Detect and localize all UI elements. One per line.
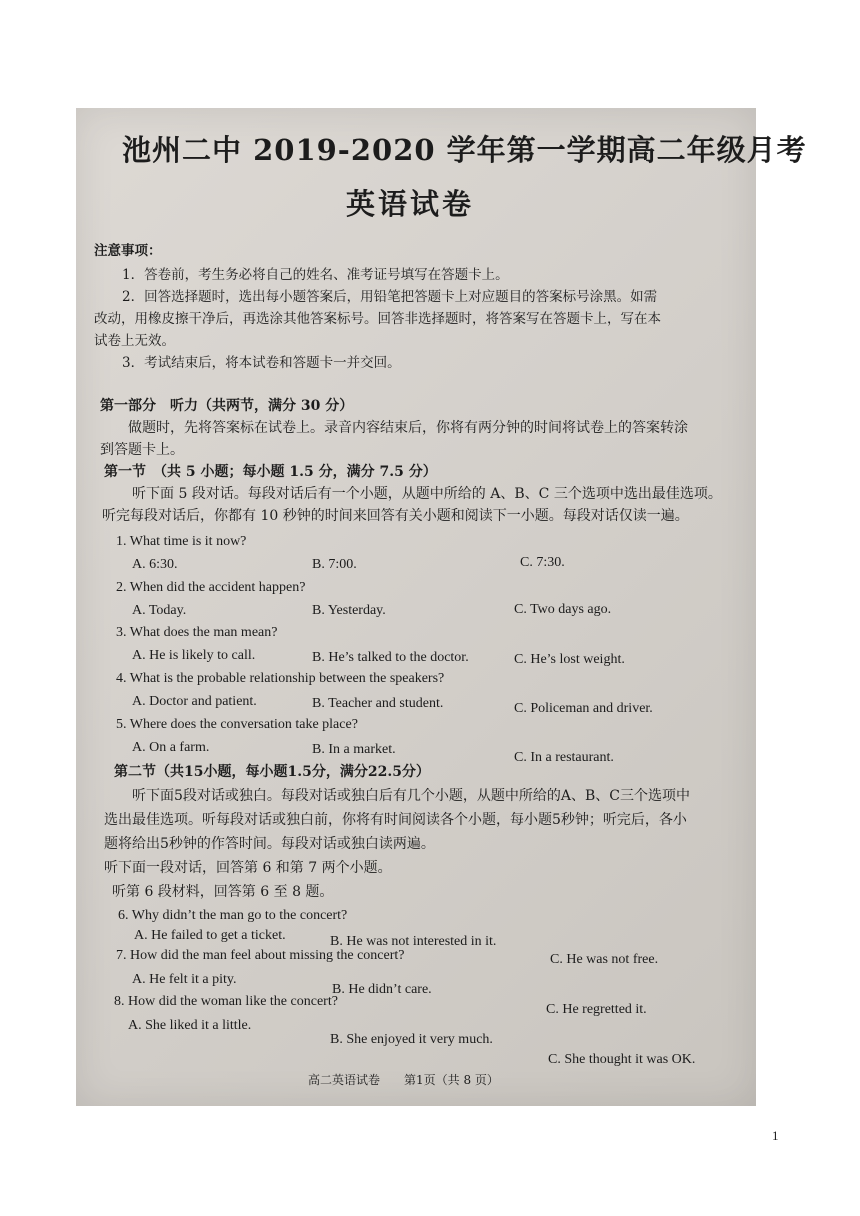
question-1-option-a: A. 6:30. xyxy=(132,557,178,572)
question-3-option-a: A. He is likely to call. xyxy=(132,648,256,663)
question-2-option-c: C. Two days ago. xyxy=(514,602,612,617)
question-8: 8. How did the woman like the concert? xyxy=(114,994,338,1009)
section1-intro: 听下面 5 段对话。每段对话后有一个小题，从题中所给的 A、B、C 三个选项中选出最佳选项。 xyxy=(132,486,722,502)
question-7-option-b: B. He didn’t care. xyxy=(332,982,432,997)
exam-title: 池州二中 2019-2020 学年第一学期高二年级月考 xyxy=(122,133,807,167)
question-6-option-a: A. He failed to get a ticket. xyxy=(134,928,286,943)
question-4: 4. What is the probable relationship between the speakers? xyxy=(116,671,445,686)
notice-item-1: 1．答卷前，考生务必将自己的姓名、准考证号填写在答题卡上。 xyxy=(122,267,509,283)
question-1-option-b: B. 7:00. xyxy=(312,557,357,572)
question-2: 2. When did the accident happen? xyxy=(116,580,306,595)
section1-intro-cont: 听完每段对话后，你都有 10 秒钟的时间来回答有关小题和阅读下一小题。每段对话仅读一遍。 xyxy=(102,508,689,524)
question-5-option-c: C. In a restaurant. xyxy=(514,750,614,765)
question-8-option-b: B. She enjoyed it very much. xyxy=(330,1032,493,1047)
question-4-option-b: B. Teacher and student. xyxy=(312,696,444,711)
question-7: 7. How did the man feel about missing the concert? xyxy=(116,948,405,963)
notice-item-2-end: 试卷上无效。 xyxy=(94,333,175,349)
question-7-option-a: A. He felt it a pity. xyxy=(132,972,237,987)
section2-intro-cont-2: 题将给出5秒钟的作答时间。每段对话或独白读两遍。 xyxy=(104,836,435,852)
question-8-option-a: A. She liked it a little. xyxy=(128,1018,252,1033)
section2-intro: 听下面5段对话或独白。每段对话或独白后有几个小题，从题中所给的A、B、C三个选项中 xyxy=(132,788,691,804)
notice-heading: 注意事项： xyxy=(94,243,162,259)
section2-instruction-2: 听第 6 段材料，回答第 6 至 8 题。 xyxy=(112,884,334,900)
question-6-option-c: C. He was not free. xyxy=(550,952,659,967)
notice-item-3: 3．考试结束后，将本试卷和答题卡一并交回。 xyxy=(122,355,401,371)
question-7-option-c: C. He regretted it. xyxy=(546,1002,647,1017)
part1-intro-cont: 到答题卡上。 xyxy=(100,442,184,458)
page-number: 1 xyxy=(772,1128,779,1143)
part1-heading: 第一部分 听力（共两节，满分 30 分） xyxy=(100,398,354,414)
question-5-option-b: B. In a market. xyxy=(312,742,396,757)
page-footer: 高二英语试卷 第1页（共 8 页） xyxy=(308,1073,499,1087)
question-8-option-c: C. She thought it was OK. xyxy=(548,1052,696,1067)
exam-page-photo xyxy=(76,108,807,1106)
question-6-option-b: B. He was not interested in it. xyxy=(330,934,497,949)
question-6: 6. Why didn’t the man go to the concert? xyxy=(118,908,348,923)
section2-heading: 第二节（共15小题，每小题1.5分，满分22.5分） xyxy=(114,764,430,780)
question-4-option-c: C. Policeman and driver. xyxy=(514,701,653,716)
section2-intro-cont-1: 选出最佳选项。听每段对话或独白前，你将有时间阅读各个小题，每小题5秒钟；听完后，各小 xyxy=(104,812,687,828)
notice-item-2-cont: 改动，用橡皮擦干净后，再选涂其他答案标号。回答非选择题时，将答案写在答题卡上，写在本 xyxy=(94,311,661,327)
question-3: 3. What does the man mean? xyxy=(116,625,278,640)
question-3-option-b: B. He’s talked to the doctor. xyxy=(312,650,469,665)
notice-item-2: 2．回答选择题时，选出每小题答案后，用铅笔把答题卡上对应题目的答案标号涂黑。如需 xyxy=(122,289,658,305)
question-1-option-c: C. 7:30. xyxy=(520,555,565,570)
question-3-option-c: C. He’s lost weight. xyxy=(514,652,625,667)
section2-instruction-1: 听下面一段对话，回答第 6 和第 7 两个小题。 xyxy=(104,860,392,876)
question-1: 1. What time is it now? xyxy=(116,534,247,549)
question-2-option-b: B. Yesterday. xyxy=(312,603,386,618)
question-5: 5. Where does the conversation take place? xyxy=(116,717,358,732)
question-2-option-a: A. Today. xyxy=(132,603,187,618)
question-5-option-a: A. On a farm. xyxy=(132,740,210,755)
section1-heading: 第一节 （共 5 小题；每小题 1.5 分，满分 7.5 分） xyxy=(104,464,437,480)
part1-intro: 做题时，先将答案标在试卷上。录音内容结束后，你将有两分钟的时间将试卷上的答案转涂 xyxy=(128,420,688,436)
exam-subtitle: 英语试卷 xyxy=(346,187,475,221)
question-4-option-a: A. Doctor and patient. xyxy=(132,694,257,709)
